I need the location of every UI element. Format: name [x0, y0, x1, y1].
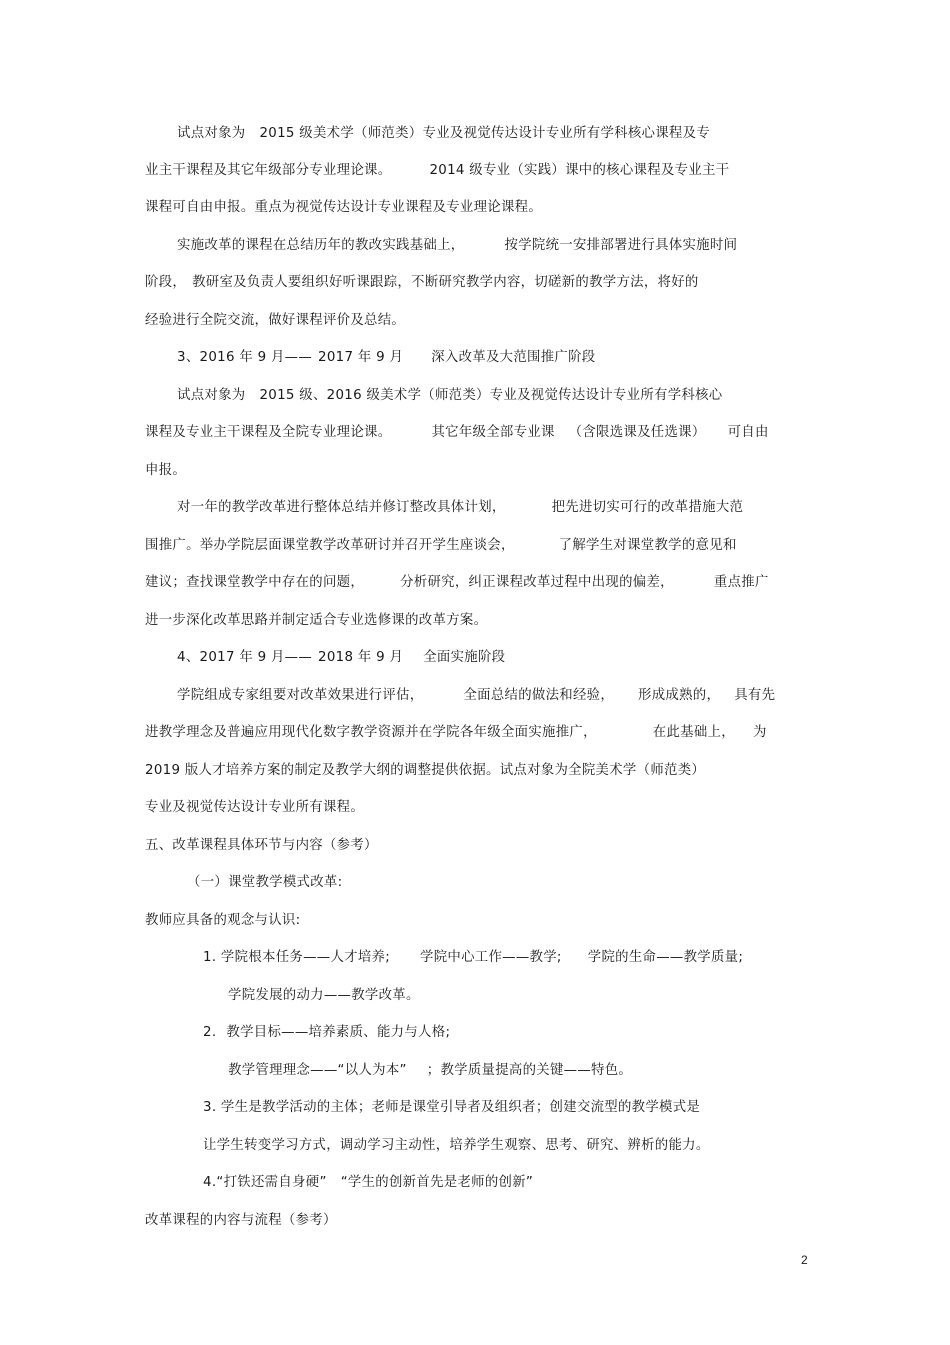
section-heading: 五、改革课程具体环节与内容（参考）	[145, 838, 378, 853]
paragraph-line: 专业及视觉传达设计专业所有课程。	[145, 800, 365, 815]
subsection-heading: （一）课堂教学模式改革:	[187, 875, 343, 890]
paragraph-line: 阶段， 教研室及负责人要组织好听课跟踪，不断研究教学内容，切磋新的教学方法，将好的	[145, 275, 699, 290]
list-item: 2. 教学目标——培养素质、能力与人格;	[203, 1025, 451, 1040]
paragraph-line: 学院组成专家组要对改革效果进行评估， 全面总结的做法和经验， 形成成熟的， 具有先	[177, 688, 776, 703]
list-item-continuation: 教学管理理念——“以人为本” ；教学质量提高的关键——特色。	[228, 1063, 633, 1078]
page-number: 2	[801, 1253, 808, 1267]
paragraph-line: 试点对象为 2015 级、2016 级美术学（师范类）专业及视觉传达设计专业所有学科核心	[177, 388, 723, 403]
paragraph-line: 业主干课程及其它年级部分专业理论课。 2014 级专业（实践）课中的核心课程及专业主干	[145, 163, 730, 178]
list-item: 4.“打铁还需自身硬” “学生的创新首先是老师的创新”	[203, 1175, 534, 1190]
paragraph-line: 对一年的教学改革进行整体总结并修订整改具体计划， 把先进切实可行的改革措施大范	[177, 500, 744, 515]
paragraph-line: 教师应具备的观念与认识:	[145, 913, 301, 928]
list-item-continuation: 学院发展的动力——教学改革。	[228, 988, 420, 1003]
section-heading: 3、2016 年 9 月—— 2017 年 9 月 深入改革及大范围推广阶段	[177, 350, 596, 365]
paragraph-line: 实施改革的课程在总结历年的教改实践基础上， 按学院统一安排部署进行具体实施时间	[177, 238, 738, 253]
list-item: 1. 学院根本任务——人才培养; 学院中心工作——教学; 学院的生命——教学质量;	[203, 950, 744, 965]
paragraph-line: 经验进行全院交流，做好课程评价及总结。	[145, 313, 406, 328]
section-heading: 4、2017 年 9 月—— 2018 年 9 月 全面实施阶段	[177, 650, 506, 665]
paragraph-line: 课程及专业主干课程及全院专业理论课。 其它年级全部专业课 （含限选课及任选课） 可自由	[145, 425, 769, 440]
paragraph-line: 申报。	[145, 463, 187, 478]
paragraph-line: 改革课程的内容与流程（参考）	[145, 1213, 337, 1228]
list-item-continuation: 让学生转变学习方式，调动学习主动性，培养学生观察、思考、研究、辨析的能力。	[203, 1138, 710, 1153]
paragraph-line: 建议；查找课堂教学中存在的问题， 分析研究，纠正课程改革过程中出现的偏差， 重点推广	[145, 575, 769, 590]
paragraph-line: 进一步深化改革思路并制定适合专业选修课的改革方案。	[145, 613, 488, 628]
paragraph-line: 试点对象为 2015 级美术学（师范类）专业及视觉传达设计专业所有学科核心课程及专	[177, 126, 711, 141]
paragraph-line: 2019 版人才培养方案的制定及教学大纲的调整提供依据。试点对象为全院美术学（师范类）	[145, 763, 706, 778]
list-item: 3. 学生是教学活动的主体；老师是课堂引导者及组织者；创建交流型的教学模式是	[203, 1100, 701, 1115]
paragraph-line: 围推广。举办学院层面课堂教学改革研讨并召开学生座谈会， 了解学生对课堂教学的意见和	[145, 538, 737, 553]
paragraph-line: 课程可自由申报。重点为视觉传达设计专业课程及专业理论课程。	[145, 200, 543, 215]
paragraph-line: 进教学理念及普遍应用现代化数字教学资源并在学院各年级全面实施推广， 在此基础上， 为	[145, 725, 767, 740]
